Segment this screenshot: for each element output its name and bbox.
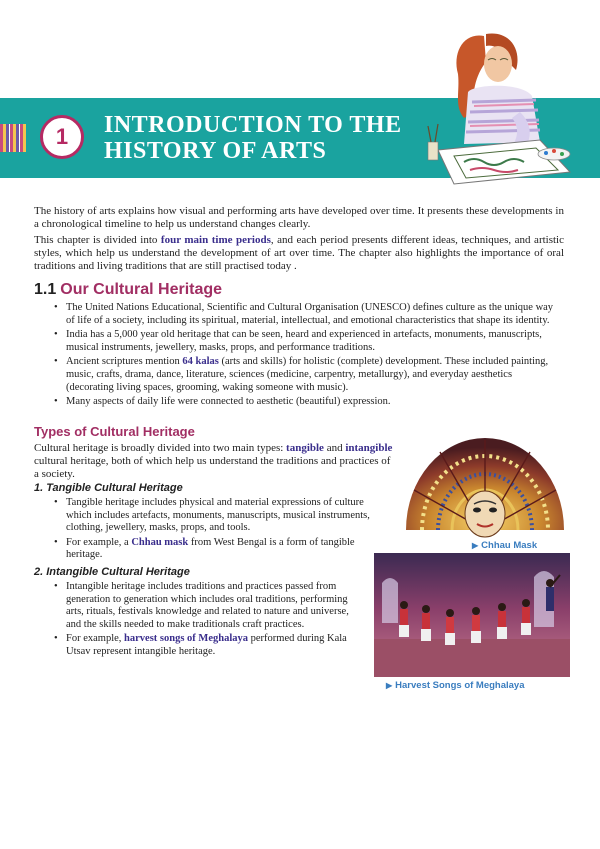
list-item: • The United Nations Educational, Scientific and Cultural Organisation (UNESCO) defines culture as the unique way of life of a society, including its spiritual, material, intellectual, and emotional characteristics that shape its identity. — [52, 302, 562, 327]
caption-arrow-icon: ▶ — [386, 681, 393, 690]
chapter-title: INTRODUCTION TO THE HISTORY OF ARTS — [104, 112, 402, 164]
chhau-mask-image — [400, 428, 570, 538]
intro-paragraph-1: The history of arts explains how visual and performing arts have developed over time. It presents these developments in a chronological timeline to help us understand changes clearly. — [34, 205, 564, 230]
types-heading: Types of Cultural Heritage — [34, 424, 195, 439]
list-item: • Ancient scriptures mention 64 kalas (arts and skills) for holistic (complete) development. These included painting, music, crafts, drama, dance, literature, sciences (medicine, carpentry, metallurgy), and everyday aesthetics (decorating living spaces, grooming, waking someone with music). — [52, 356, 562, 394]
tangible-bullets — [52, 497, 386, 564]
artist-painting-illustration — [424, 22, 574, 190]
list-item: • Tangible heritage includes physical and material expressions of culture which includes artefacts, monuments, manuscripts, musical instruments, clothing, jewellery, masks, props, and tools. — [52, 497, 386, 535]
decorative-pattern-strip — [0, 124, 26, 152]
types-intro: Cultural heritage is broadly divided into two main types: tangible and intangible cultural heritage, both of which help us understand the traditions and practices of a society. — [34, 442, 393, 480]
caption-arrow-icon: ▶ — [472, 541, 479, 550]
meghalaya-caption: ▶ Harvest Songs of Meghalaya — [386, 680, 525, 691]
intro-paragraph-2: This chapter is divided into four main time periods, and each period presents different ideas, techniques, and artistic styles, which help us understand the development of art over time. The chapter also highlights the importance of oral traditions and living traditions that are still practised today . — [34, 234, 564, 272]
intangible-highlight: intangible — [345, 442, 393, 454]
chapter-number-badge: 1 — [40, 115, 84, 159]
list-item: • Intangible heritage includes traditions and practices passed from generation to generation which includes oral traditions, performing arts, rituals, festivals knowledge and related to nature and universe, and the skills needed to make traditionals craft practices. — [52, 581, 366, 631]
section-title: Our Cultural Heritage — [60, 281, 223, 298]
kalas-highlight: 64 kalas — [182, 356, 219, 368]
tangible-heading: 1. Tangible Cultural Heritage — [34, 482, 183, 494]
section-heading — [34, 281, 222, 299]
intangible-bullets — [52, 581, 366, 661]
cultural-heritage-bullets — [52, 302, 562, 411]
list-item: • Many aspects of daily life were connected to aesthetic (beautiful) expression. — [52, 396, 562, 409]
tangible-highlight: tangible — [286, 442, 324, 454]
intangible-heading: 2. Intangible Cultural Heritage — [34, 566, 190, 578]
list-item: • For example, harvest songs of Meghalaya performed during Kala Utsav represent intangible heritage. — [52, 633, 366, 658]
chhau-mask-highlight: Chhau mask — [131, 536, 189, 548]
meghalaya-highlight: harvest songs of Meghalaya — [124, 633, 248, 645]
four-periods-highlight: four main time periods — [160, 234, 271, 246]
meghalaya-dance-image — [374, 553, 570, 677]
section-number: 1.1 — [34, 281, 57, 298]
list-item: • India has a 5,000 year old heritage that can be seen, heard and experienced in artefacts, monuments, manuscripts, musical instruments, jewellery, masks, props, and performance traditions. — [52, 329, 562, 354]
chhau-mask-caption: ▶ Chhau Mask — [472, 540, 538, 551]
list-item: • For example, a Chhau mask from West Bengal is a form of tangible heritage. — [52, 537, 386, 562]
